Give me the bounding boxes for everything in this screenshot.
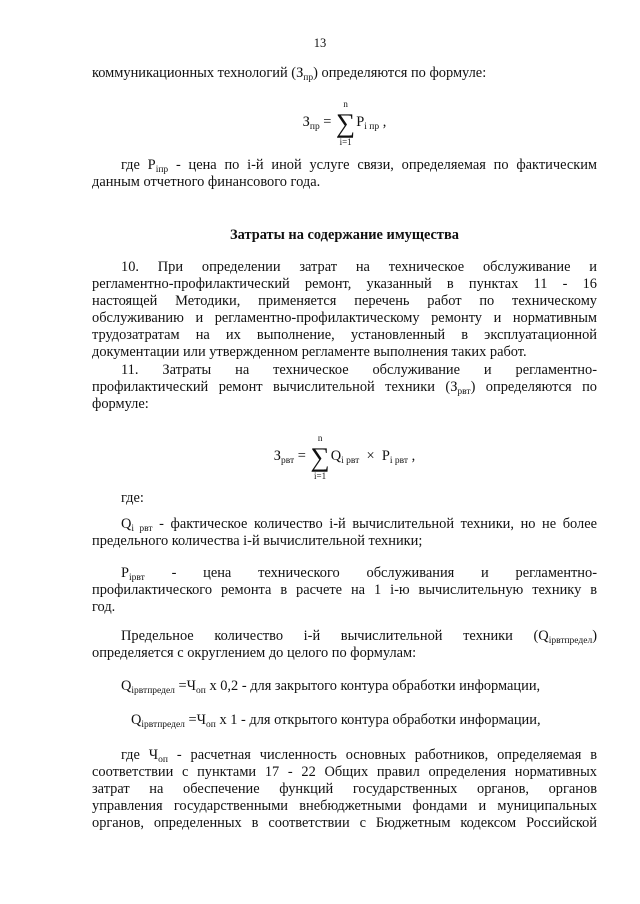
paragraph-10-line4: обслуживанию и регламентно-профилактическому ремонту и нормативным <box>92 310 597 326</box>
definition-prvt-line2: профилактического ремонта в расчете на 1 i-ю вычислительную технику в <box>92 582 597 598</box>
paragraph-10-line3: настоящей Методики, применяется перечень работ по техническому <box>92 293 597 309</box>
paragraph-11-line1: 11. Затраты на техническое обслуживание и регламентно- <box>121 362 597 378</box>
definition-prvt: $P_{iрвт}$ - цена технического обслуживания и регламентно- <box>121 565 597 583</box>
definition-pinp-line2: данным отчетного финансового года. <box>92 174 321 190</box>
section-heading: Затраты на содержание имущества <box>230 227 459 243</box>
last-paragraph-line3: затрат на обеспечение функций государственных органов, органов <box>92 781 597 797</box>
definition-qrvt: $Q_{i рвт}$ - фактическое количество i-й вычислительной техники, но не более <box>121 516 597 534</box>
limit-paragraph-line2: определяется с округлением до целого по формулам: <box>92 645 417 661</box>
paragraph-11-line3: формуле: <box>92 396 149 412</box>
paragraph-10-line1: 10. При определении затрат на техническое обслуживание и <box>121 259 597 275</box>
last-paragraph-line1: где $Ч_{оп}$ - расчетная численность основных работников, определяемая в <box>121 747 597 765</box>
formula-open-contour: $Q_{iрвтпредел} =Ч_{оп}$ х 1 - для открытого контура обработки информации, <box>131 712 541 730</box>
where-label: где: <box>121 490 144 506</box>
sum-symbol: ∑ n i=1 <box>310 433 330 481</box>
formula-zrvt: $З_{рвт}$ = ∑ n i=1 $Q_{i рвт} \times P_{i рвт}$ , <box>273 433 416 481</box>
last-paragraph-line5: органов, определенных в соответствии с Бюджетным кодексом Российской <box>92 815 597 831</box>
last-paragraph-line2: соответствии с пунктами 17 - 22 Общих правил определения нормативных <box>92 764 597 780</box>
paragraph-11-line2: профилактический ремонт вычислительной техники $(З_{рвт})$ определяются по <box>92 379 597 397</box>
definition-pinp: где $P_{iпр}$ - цена по i-й иной услуге связи, определяемая по фактическим <box>121 157 598 175</box>
paragraph-10-line2: регламентно-профилактический ремонт, указанный в пунктах 11 - 16 <box>92 276 597 292</box>
paragraph-10-line5: трудозатратам на их выполнение, установленный в эксплуатационной <box>92 327 597 343</box>
intro-line: коммуникационных технологий $(З_{пр})$ определяются по формуле: <box>92 65 487 83</box>
definition-prvt-line3: год. <box>92 599 116 615</box>
page-number: 13 <box>313 36 327 50</box>
last-paragraph-line4: управления государственными внебюджетными фондами и муниципальных <box>92 798 597 814</box>
formula-zpr: $З_{пр}$ = ∑ n i=1 $P_{i пр}$ , <box>302 99 387 147</box>
paragraph-10-line6: документации или утвержденном регламенте выполнения таких работ. <box>92 344 527 360</box>
limit-paragraph-line1: Предельное количество i-й вычислительной техники $(Q_{iрвтпредел})$ <box>121 628 597 646</box>
formula-closed-contour: $Q_{iрвтпредел} =Ч_{оп}$ х 0,2 - для закрытого контура обработки информации, <box>121 678 541 696</box>
definition-qrvt-line2: предельного количества i-й вычислительной техники; <box>92 533 423 549</box>
sum-symbol: ∑ n i=1 <box>336 99 356 147</box>
